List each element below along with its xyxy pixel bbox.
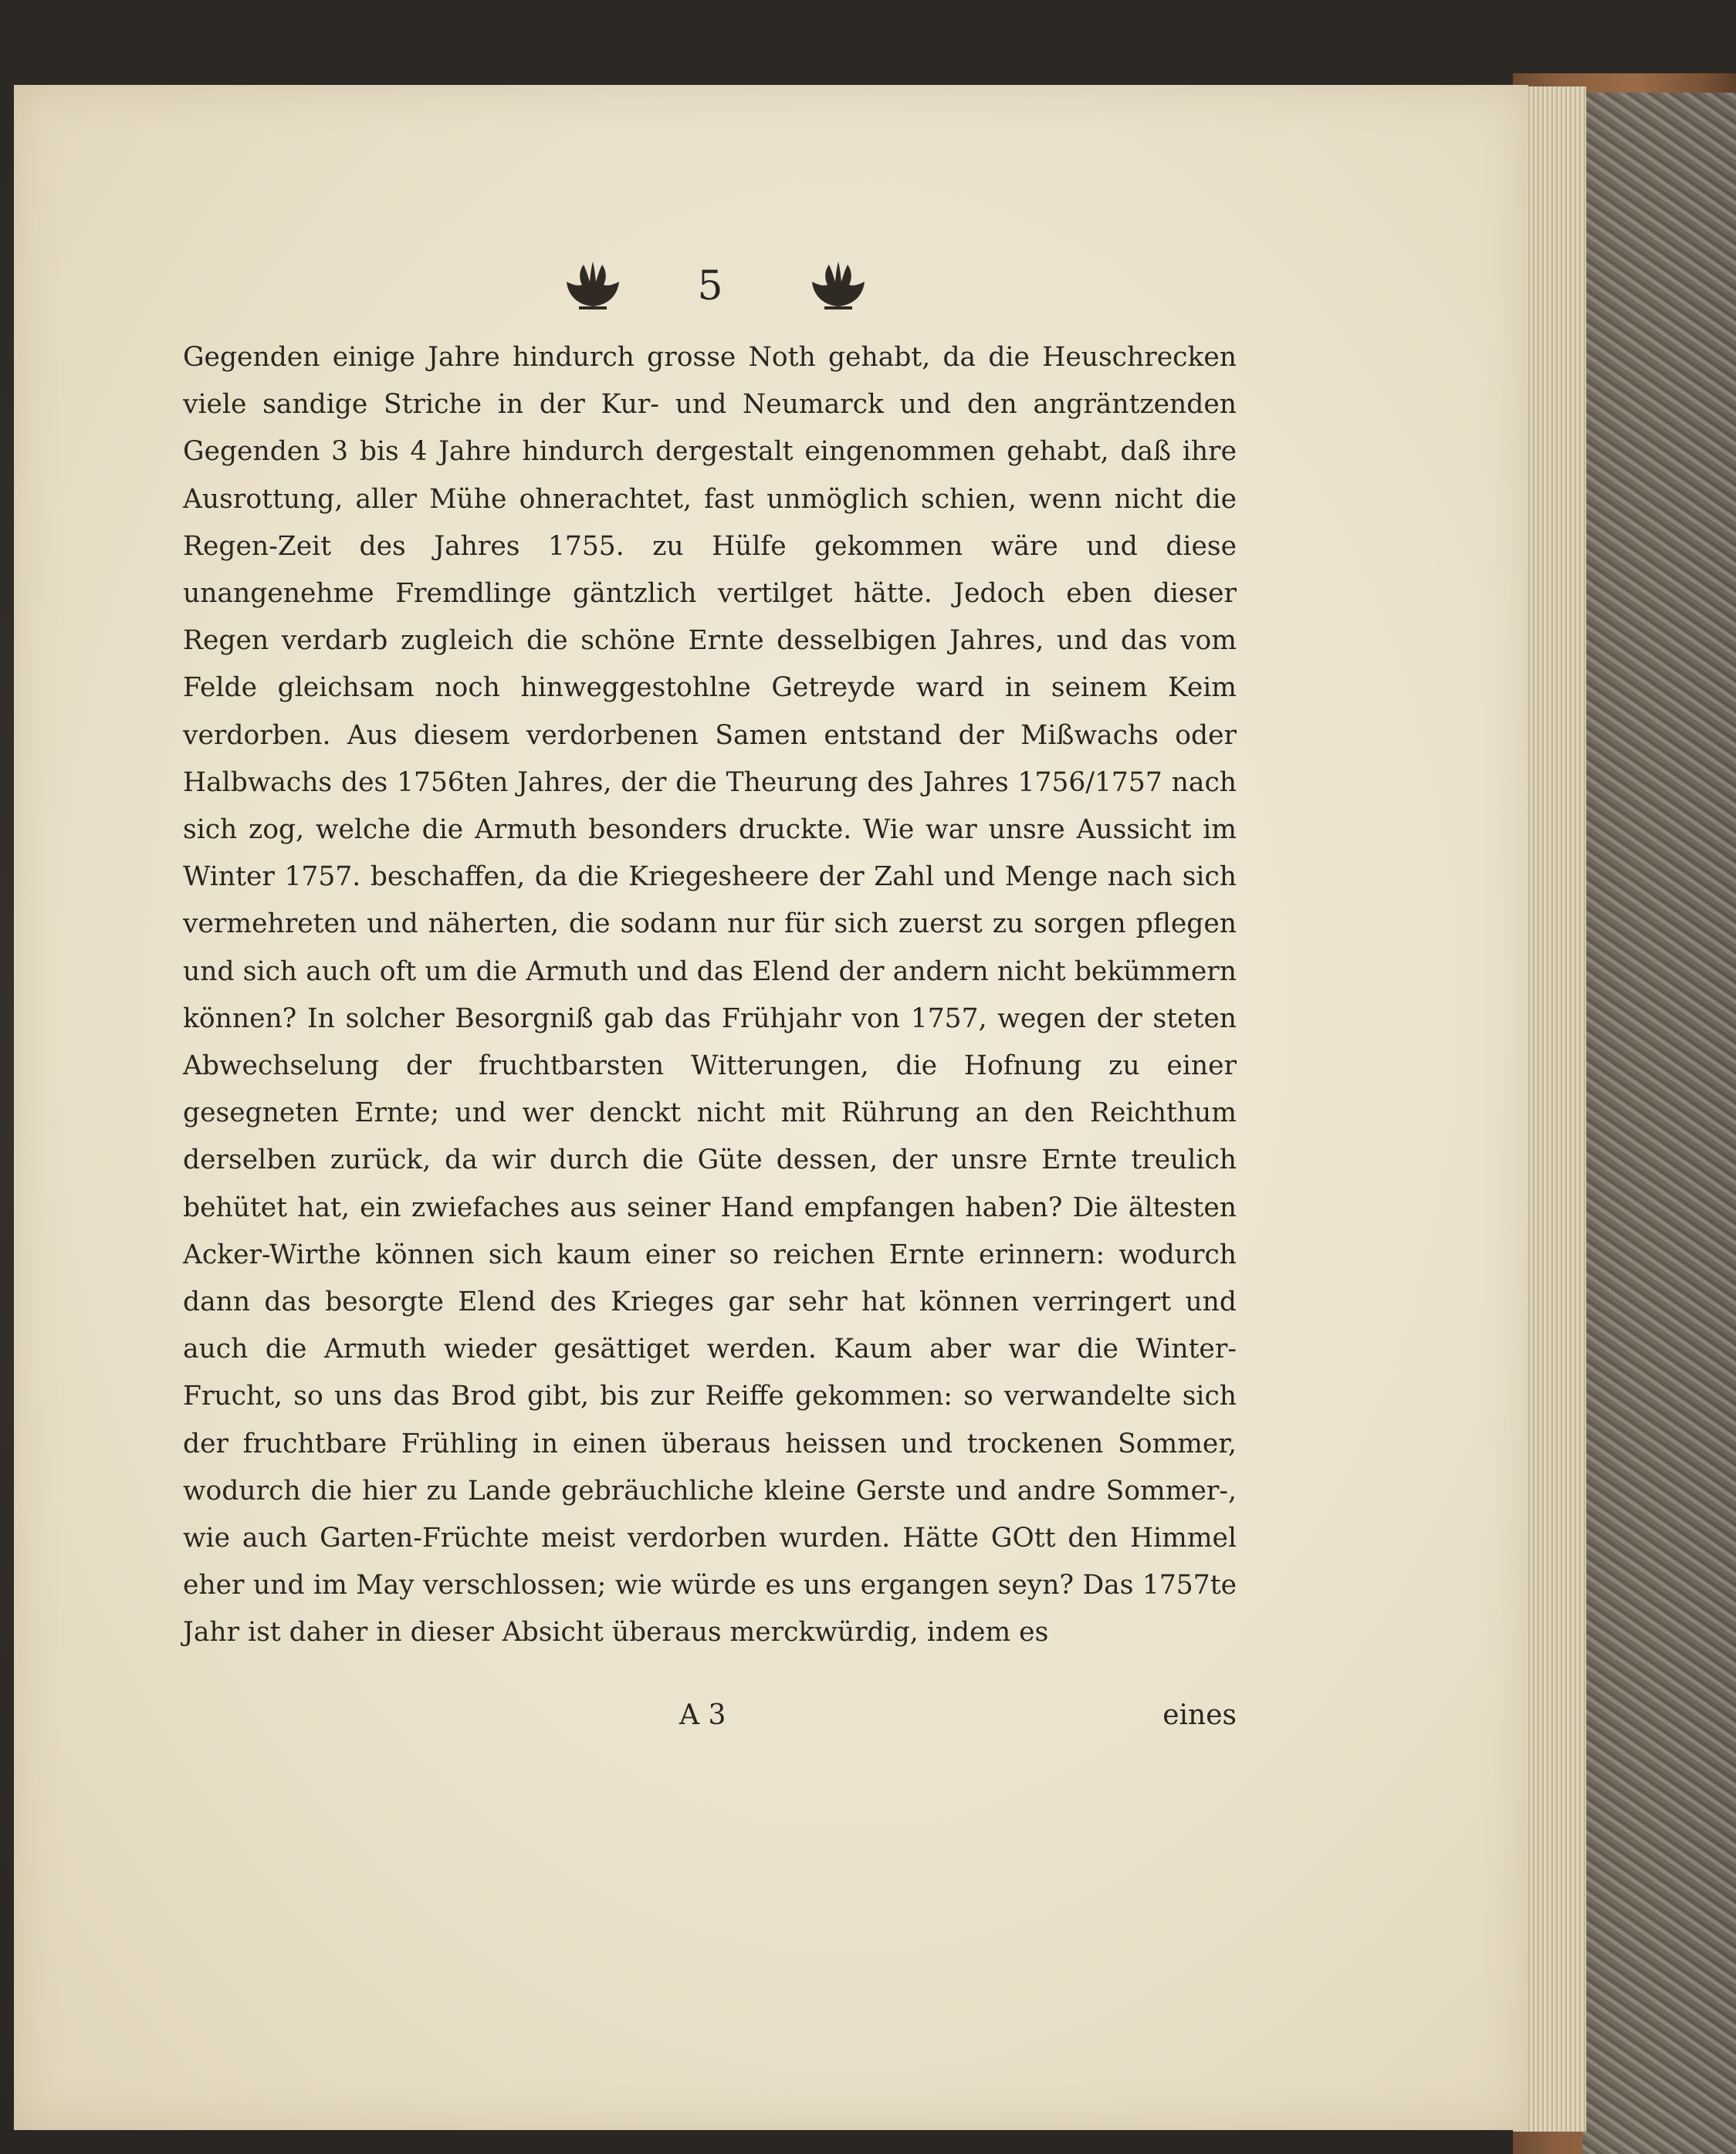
- page-number: 5: [697, 263, 723, 309]
- page-header: [0, 259, 1736, 320]
- marbled-cover-board: [1582, 93, 1736, 2154]
- page-footer: [0, 1699, 1736, 1753]
- body-paragraph: Gegenden einige Jahre hindurch grosse Noth gehabt, da die Heuschrecken viele sandige Striche in der Kur- und Neumarck und den angräntzenden Gegenden 3 bis 4 Jahre hindurch dergestalt eingenommen gehabt, daß ihre Ausrottung, aller Mühe ohnerachtet, fast unmöglich schien, wenn nicht die Regen-Zeit des Jahres 1755. zu Hülfe gekommen wäre und diese unangenehme Fremdlinge gäntzlich vertilget hätte. Jedoch eben dieser Regen verdarb zugleich die schöne Ernte desselbigen Jahres, und das vom Felde gleichsam noch hinweggestohlne Getreyde ward in seinem Keim verdorben. Aus diesem verdorbenen Samen entstand der Mißwachs oder Halbwachs des 1756ten Jahres, der die Theurung des Jahres 1756/1757 nach sich zog, welche die Armuth besonders druckte. Wie war unsre Aussicht im Winter 1757. beschaffen, da die Kriegesheere der Zahl und Menge nach sich vermehreten und näherten, die sodann nur für sich zuerst zu sorgen pflegen und sich auch oft um die Armuth und das Elend der andern nicht bekümmern können? In solcher Besorgniß gab das Frühjahr von 1757, wegen der steten Abwechselung der fruchtbarsten Witterungen, die Hofnung zu einer gesegneten Ernte; und wer denckt nicht mit Rührung an den Reichthum derselben zurück, da wir durch die Güte dessen, der unsre Ernte treulich behütet hat, ein zwiefaches aus seiner Hand empfangen haben? Die ältesten Acker-Wirthe können sich kaum einer so reichen Ernte erinnern: wodurch dann das besorgte Elend des Krieges gar sehr hat können verringert und auch die Armuth wieder gesättiget werden. Kaum aber war die Winter-Frucht, so uns das Brod gibt, bis zur Reiffe gekommen: so verwandelte sich der fruchtbare Frühling in einen überaus heissen und trockenen Sommer, wodurch die hier zu Lande gebräuchliche kleine Gerste und andre Sommer-, wie auch Garten-Früchte meist verdorben wurden. Hätte GOtt den Himmel eher und im May verschlossen; wie würde es uns ergangen seyn? Das 1757te Jahr ist daher in dieser Absicht überaus merckwürdig, indem es: [183, 342, 1237, 1648]
- catchword: eines: [1162, 1699, 1237, 1731]
- signature-mark: A 3: [679, 1699, 726, 1731]
- fleuron-ornament-left-icon: [562, 259, 624, 313]
- fleuron-ornament-right-icon: [807, 259, 869, 313]
